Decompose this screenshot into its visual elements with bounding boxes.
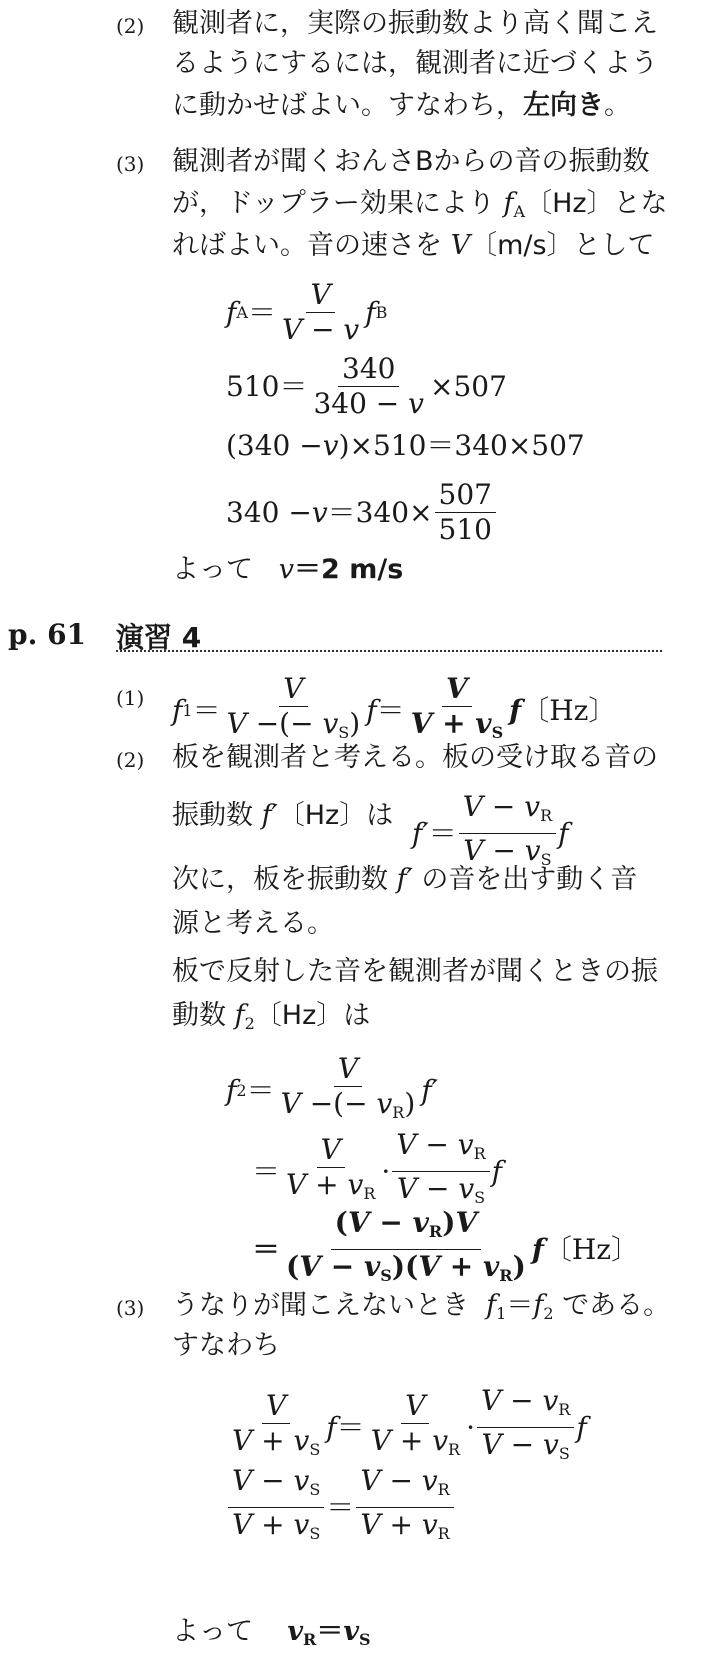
equation: (340 − v )×510＝340×507 xyxy=(226,429,585,462)
equation: f A ＝ $\frac{V}{V - v}$ f B xyxy=(226,278,388,346)
text-line: ればよい。音の速さを V〔m/s〕として xyxy=(172,230,655,261)
text-line: 板で反射した音を観測者が聞くときの振 xyxy=(172,956,658,987)
equation: ＝ $\frac{V}{V + v_R}$ · $\frac{V - v_R}{V - v_S}$ f xyxy=(252,1128,503,1207)
item-number: (3) xyxy=(116,1296,145,1320)
answer-direction: 左向き xyxy=(523,90,604,121)
item-number: (2) xyxy=(116,14,145,38)
dotted-divider xyxy=(116,650,662,652)
text-line: 源と考える。 xyxy=(172,908,334,939)
equation: 340 − v ＝340× $\frac{507}{510}$ xyxy=(226,478,498,547)
text-line: うなりが聞こえないとき $f_1=f_2$ である。 xyxy=(172,1290,671,1323)
text-line: 振動数 f′〔Hz〕は xyxy=(172,800,394,831)
text-line: 観測者に，実際の振動数より高く聞こえ xyxy=(172,8,658,39)
text-line: 次に，板を振動数 f′ の音を出す動く音 xyxy=(172,864,638,895)
equation: ＝ $\frac{(V - v_R)V}{(V - v_S)(V + v_R)}$ f 〔Hz〕 xyxy=(252,1206,640,1285)
equation: f′ ＝ $\frac{V - v_R}{V - v_S}$ f xyxy=(412,790,569,869)
text-line: すなわち xyxy=(172,1330,280,1361)
text-line: 板を観測者と考える。板の受け取る音の xyxy=(172,742,658,773)
text-line: るようにするには，観測者に近づくよう xyxy=(172,48,658,79)
text-line: 動数 $f_2$〔Hz〕は xyxy=(172,1000,371,1033)
text-line: 観測者が聞くおんさBからの音の振動数 xyxy=(172,146,650,177)
equation: $\frac{V - v_S}{V + v_S}$ ＝ $\frac{V - v_R}{V + v_R}$ xyxy=(226,1464,456,1551)
item-number: (1) xyxy=(116,686,145,710)
exercise-heading: 演習 4 xyxy=(116,621,202,654)
item-number: (2) xyxy=(116,748,145,772)
equation: f 1 ＝ $\frac{V}{V -(- v_S)}$ f ＝ $\frac{V}{V + v_S}$ f 〔Hz〕 xyxy=(172,672,617,742)
item-number: (3) xyxy=(116,152,145,176)
text-line: が，ドップラー効果により $f_A$〔Hz〕とな xyxy=(172,188,668,221)
conclusion: よって v＝2 m/s xyxy=(172,554,404,585)
conclusion: よって $v_R=v_S$ xyxy=(172,1616,371,1649)
equation: 510＝ $\frac{340}{340 - v}$ ×507 xyxy=(226,352,507,420)
equation: f 2 ＝ $\frac{V}{V -(- v_R)}$ f′ xyxy=(226,1052,439,1122)
page-reference: p. 61 xyxy=(8,618,87,651)
equation: $\frac{V}{V + v_S}$ f ＝ $\frac{V}{V + v_R}$ · $\frac{V - v_R}{V - v_S}$ f xyxy=(232,1384,587,1463)
text-line: に動かせばよい。すなわち，左向き。 xyxy=(172,90,631,121)
